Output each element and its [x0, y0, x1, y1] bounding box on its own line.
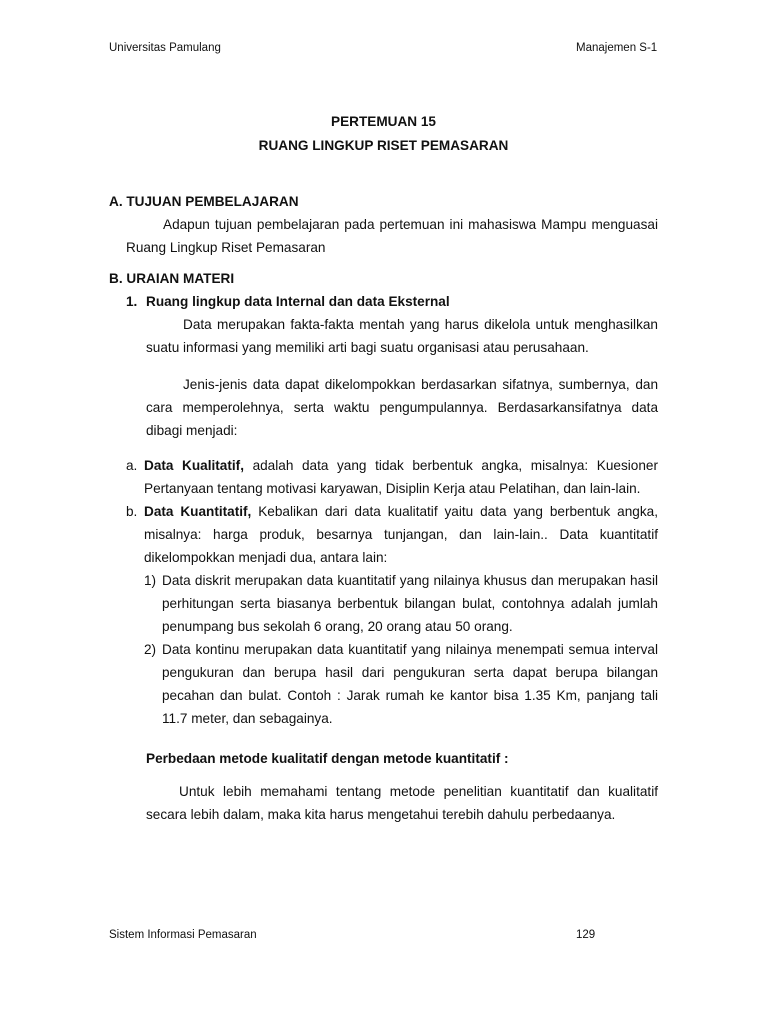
list-text: Kebalikan dari data kualitatif yaitu data yang berbentuk angka, misalnya: harga produk, besarnya tunjangan, dan lain-lain.. Data kuantitatif dikelompokkan menjadi dua, antara lain: — [144, 504, 658, 565]
comparison-heading: Perbedaan metode kualitatif dengan metode kuantitatif : — [146, 751, 509, 766]
data-type-list — [109, 454, 658, 730]
list-text: Data diskrit merupakan data kuantitatif yang nilainya khusus dan merupakan hasil perhitungan serta biasanya berbentuk bilangan bulat, contohnya adalah jumlah penumpang bus sekolah 6 orang, 20 orang atau 50 orang. — [162, 573, 658, 634]
meeting-title: PERTEMUAN 15 — [331, 114, 436, 129]
subsection-1-title: Ruang lingkup data Internal dan data Eksternal — [146, 294, 450, 309]
subsection-1-heading — [109, 290, 658, 313]
list-term: Data Kualitatif, — [144, 458, 244, 473]
list-term: Data Kuantitatif, — [144, 504, 252, 519]
page-body — [109, 110, 658, 826]
quantitative-sublist — [144, 569, 658, 730]
list-item — [144, 638, 658, 730]
page-number: 129 — [576, 929, 596, 941]
comparison-paragraph: Untuk lebih memahami tentang metode penelitian kuantitatif dan kualitatif secara lebih dalam, maka kita harus mengetahui terebih dahulu perbedaanya. — [146, 784, 658, 822]
list-text: adalah data yang tidak berbentuk angka, misalnya: Kuesioner Pertanyaan tentang motivasi karyawan, Disiplin Kerja atau Pelatihan, dan lain-lain. — [144, 458, 659, 496]
list-marker: b. — [126, 504, 138, 519]
list-item — [126, 500, 658, 730]
list-item — [144, 569, 658, 638]
running-footer-left: Sistem Informasi Pemasaran — [109, 929, 257, 941]
data-types-paragraph: Jenis-jenis data dapat dikelompokkan berdasarkan sifatnya, sumbernya, dan cara memperolehnya, serta waktu pengumpulannya. Berdasarkansifatnya data dibagi menjadi: — [146, 377, 658, 438]
section-b-heading: B. URAIAN MATERI — [109, 271, 235, 286]
data-definition-paragraph: Data merupakan fakta-fakta mentah yang harus dikelola untuk menghasilkan suatu informasi yang memiliki arti bagi suatu organisasi atau perusahaan. — [146, 317, 658, 355]
section-a-heading: A. TUJUAN PEMBELAJARAN — [109, 194, 299, 209]
list-marker: 2) — [144, 642, 157, 657]
list-text: Data kontinu merupakan data kuantitatif yang nilainya menempati semua interval pengukuran dan berupa hasil dari pengukuran serta dapat berupa bilangan pecahan dan bulat. Contoh : Jarak rumah ke kantor bisa 1.35 Km, panjang tali 11.7 meter, dan sebagainya. — [162, 642, 658, 726]
running-header-right: Manajemen S-1 — [576, 42, 658, 54]
list-item — [126, 454, 658, 500]
chapter-title: RUANG LINGKUP RISET PEMASARAN — [258, 138, 509, 153]
subsection-1-content — [109, 313, 658, 442]
subsection-1-number: 1. — [126, 294, 138, 309]
list-marker: 1) — [144, 573, 157, 588]
running-header-left: Universitas Pamulang — [109, 42, 221, 54]
section-a-paragraph: Adapun tujuan pembelajaran pada pertemuan ini mahasiswa Mampu menguasai Ruang Lingkup Riset Pemasaran — [126, 217, 658, 255]
list-marker: a. — [126, 458, 138, 473]
